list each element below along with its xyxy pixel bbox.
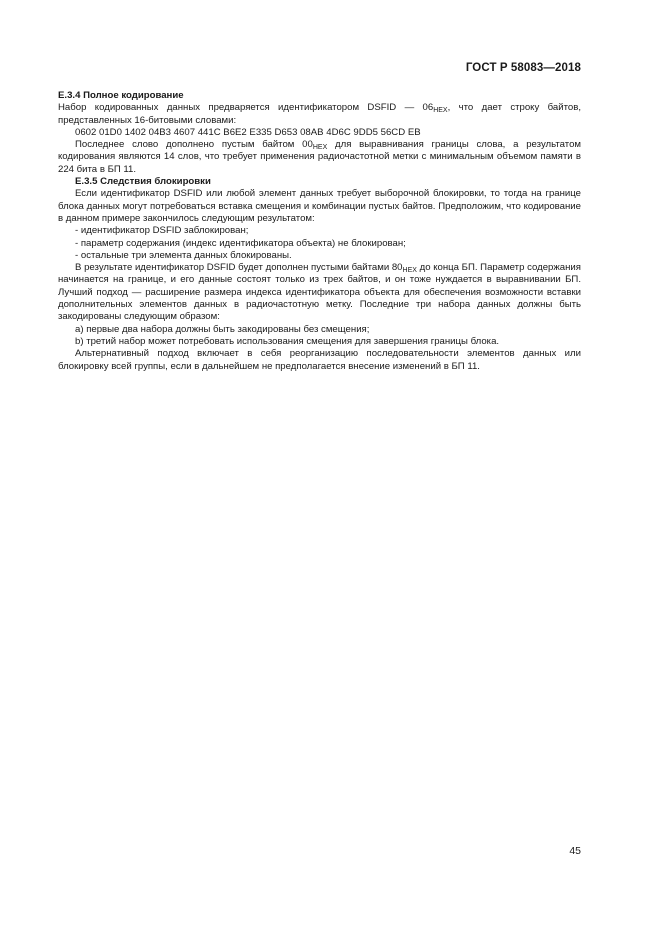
paragraph-last-word [58, 139, 581, 176]
bullet-item: - идентификатор DSFID заблокирован; [75, 225, 249, 237]
list-item: b) третий набор может потребовать использования смещения для завершения границы блока. [75, 335, 500, 347]
document-body [58, 90, 581, 373]
page-number: 45 [569, 845, 581, 857]
hex-subscript: HEX [402, 267, 417, 275]
paragraph-locking-intro: Если идентификатор DSFID или любой элемент данных требует выборочной блокировки, то тогда на границе блока данных могут потребоваться вставка смещения и комбинации пустых байтов. Предположим, что кодирование в данном примере закончилось следующим результатом: [58, 188, 581, 224]
bullet-item: - параметр содержания (индекс идентификатора объекта) не блокирован; [75, 237, 406, 249]
hex-subscript: HEX [433, 107, 448, 115]
bullet-item: - остальные три элемента данных блокированы. [75, 249, 292, 261]
paragraph-text: , что дает строку байтов, представленных 16-битовыми словами: [58, 102, 581, 126]
paragraph-text: Набор кодированных данных предваряется идентификатором DSFID — 06 [58, 102, 434, 114]
section-heading-e34: Е.3.4 Полное кодирование [58, 90, 184, 101]
paragraph-text: Последнее слово дополнено пустым байтом 00 [75, 139, 313, 151]
list-item: a) первые два набора должны быть закодированы без смещения; [75, 323, 370, 335]
paragraph-text: В результате идентификатор DSFID будет дополнен пустыми байтами 80 [75, 262, 403, 274]
paragraph-dsfid-prefix [58, 102, 581, 127]
hex-byte-string: 0602 01D0 1402 04B3 4607 441C B6E2 E335 D653 08AB 4D6C 9DD5 56CD EB [75, 126, 421, 138]
document-header-code: ГОСТ Р 58083—2018 [465, 62, 581, 74]
paragraph-alternative: Альтернативный подход включает в себя реорганизацию последовательности элементов данных или блокировку всей группы, если в дальнейшем не предполагается внесение изменений в БП 11. [58, 348, 581, 372]
paragraph-padding-result [58, 262, 581, 323]
paragraph-text: до конца БП. Параметр содержания начинается на границе, и его данные состоят только из трех байтов, и он тоже нуждается в выравнивании БП. Лучший подход — расширение размера индекса идентификатора объекта для обеспечения возможности вставки дополнительных элементов данных в радиочастотную метку. Последние три набора данных должны быть закодированы следующим образом: [58, 262, 581, 323]
paragraph-text: для выравнивания границы слова, а результатом кодирования являются 14 слов, что требует применения радиочастотной метки с минимальным объемом памяти в 224 бита в БП 11. [58, 139, 582, 175]
hex-subscript: HEX [312, 144, 328, 152]
section-heading-e35: Е.3.5 Следствия блокировки [75, 176, 211, 188]
